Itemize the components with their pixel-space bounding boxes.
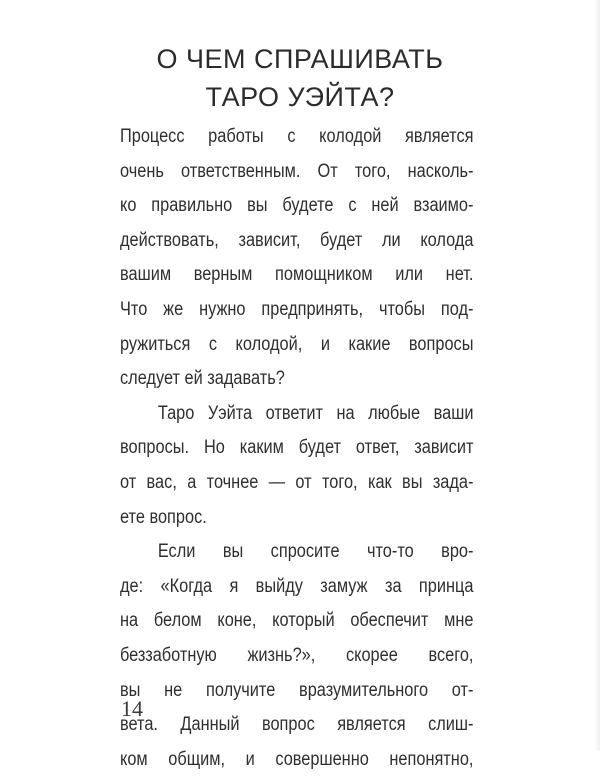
section-title-line-1: О ЧЕМ СПРАШИВАТЬ	[156, 44, 444, 74]
text-line: очень ответственным. От того, насколь-	[120, 160, 474, 182]
text-line: Таро Уэйта ответит на любые ваши	[157, 402, 474, 424]
text-line: вета. Данный вопрос является слиш-	[120, 714, 474, 736]
text-line: вашим верным помощником или нет.	[120, 264, 474, 286]
text-line: вопросы. Но каким будет ответ, зависит	[120, 437, 474, 459]
text-line: де: «Когда я выйду замуж за принца	[120, 575, 474, 597]
text-line: беззаботную жизнь?», скорее всего,	[120, 644, 474, 666]
text-line: на белом коне, который обеспечит мне	[120, 610, 474, 632]
text-line: ете вопрос.	[120, 506, 207, 528]
text-line: следует ей задавать?	[120, 368, 285, 390]
page-number: 14	[121, 696, 143, 721]
section-title-line-2: ТАРО УЭЙТА?	[205, 82, 395, 112]
text-line: ружиться с колодой, и какие вопросы	[120, 333, 474, 355]
text-line: от вас, а точнее — от того, как вы зада-	[120, 471, 474, 493]
text-line: ко правильно вы будете с ней взаимо-	[120, 195, 474, 217]
text-line: Если вы спросите что-то вро-	[157, 541, 474, 563]
text-line: Что же нужно предпринять, чтобы под-	[120, 298, 474, 320]
text-line: ком общим, и совершенно непонятно,	[120, 748, 474, 770]
text-line: Процесс работы с колодой является	[120, 126, 474, 147]
body-text	[120, 120, 474, 777]
text-line: вы не получите вразумительного от-	[120, 679, 474, 701]
text-line: действовать, зависит, будет ли колода	[120, 229, 474, 251]
